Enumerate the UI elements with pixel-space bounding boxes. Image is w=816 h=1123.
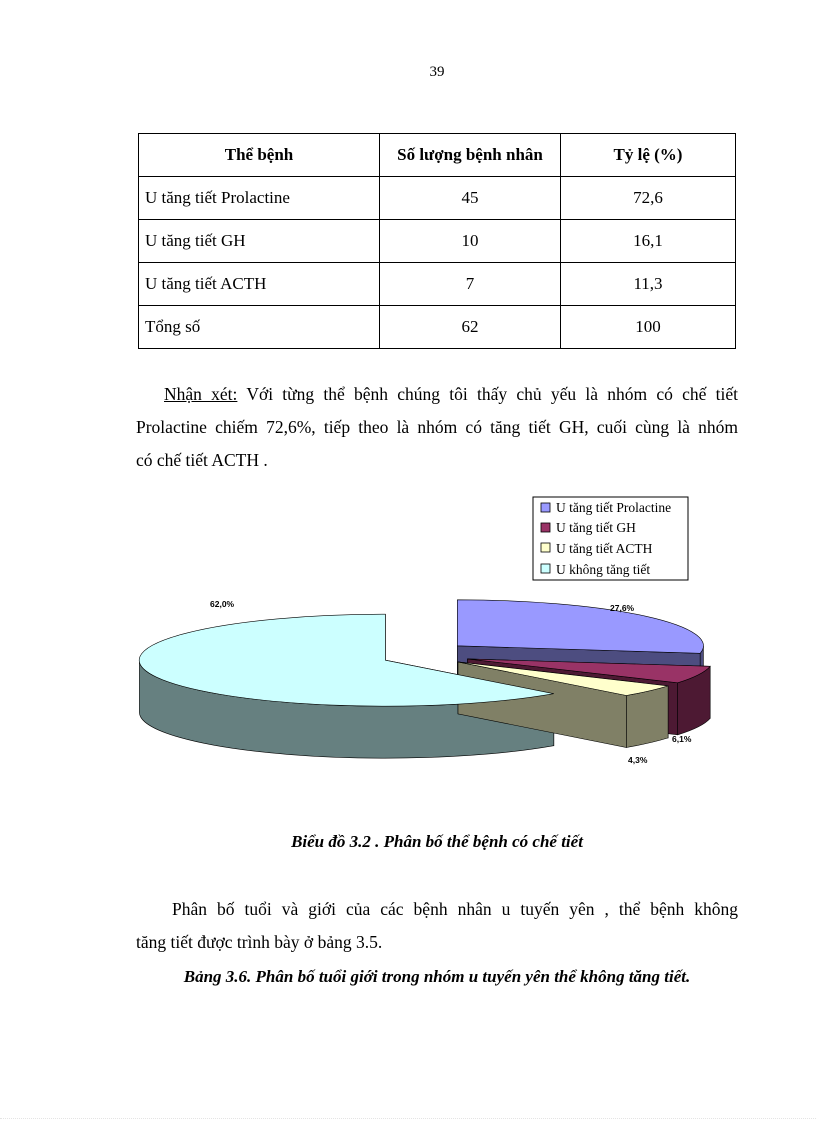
remark-line-3: có chế tiết ACTH . <box>136 450 268 470</box>
row-total-count: 62 <box>380 306 561 349</box>
row-prolactine-count: 45 <box>380 177 561 220</box>
remark-line-1-text: Với từng thể bệnh chúng tôi thấy chủ yếu là nhóm có chế tiết <box>237 384 738 404</box>
pie-side-acth-0 <box>626 686 668 748</box>
row-acth-count: 7 <box>380 263 561 306</box>
legend-swatch-acth <box>541 543 550 552</box>
header-disease-type: Thể bệnh <box>139 134 380 177</box>
row-acth-name: U tăng tiết ACTH <box>139 263 380 306</box>
legend-swatch-non-secreting <box>541 564 550 573</box>
legend-swatch-gh <box>541 523 550 532</box>
label-acth: 4,3% <box>628 755 648 765</box>
intro-paragraph <box>136 893 738 959</box>
row-gh-count: 10 <box>380 220 561 263</box>
row-acth-percent: 11,3 <box>561 263 736 306</box>
table-caption: Bảng 3.6. Phân bố tuổi giới trong nhóm u tuyến yên thể không tăng tiết. <box>183 967 691 986</box>
legend-label-gh: U tăng tiết GH <box>556 520 636 535</box>
legend-label-prolactine: U tăng tiết Prolactine <box>556 500 672 515</box>
row-prolactine-percent: 72,6 <box>561 177 736 220</box>
header-percentage: Tỷ lệ (%) <box>561 134 736 177</box>
chart-legend <box>533 497 688 580</box>
label-non-secreting: 62,0% <box>210 599 235 609</box>
intro-line-2: tăng tiết được trình bày ở bảng 3.5. <box>136 932 383 952</box>
label-gh: 6,1% <box>672 734 692 744</box>
row-total-name: Tổng số <box>139 306 380 349</box>
row-gh-name: U tăng tiết GH <box>139 220 380 263</box>
header-patient-count: Số lượng bệnh nhân <box>380 134 561 177</box>
pie-slice-prolactine <box>457 600 703 654</box>
legend-label-non-secreting: U không tăng tiết <box>556 562 651 577</box>
legend-swatch-prolactine <box>541 503 550 512</box>
label-prolactine: 27,6% <box>610 603 635 613</box>
page-number: 39 <box>429 64 445 80</box>
legend-label-acth: U tăng tiết ACTH <box>556 541 653 556</box>
row-prolactine-name: U tăng tiết Prolactine <box>139 177 380 220</box>
row-gh-percent: 16,1 <box>561 220 736 263</box>
row-total-percent: 100 <box>561 306 736 349</box>
chart-caption: Biểu đồ 3.2 . Phân bố thể bệnh có chế tiết <box>291 832 583 851</box>
page-bottom-rule <box>0 1118 816 1119</box>
remark-line-2: Prolactine chiếm 72,6%, tiếp theo là nhóm có tăng tiết GH, cuối cùng là nhóm <box>136 417 738 437</box>
intro-line-1: Phân bố tuổi và giới của các bệnh nhân u tuyến yên , thể bệnh không <box>172 899 738 919</box>
remark-label: Nhận xét: <box>164 384 238 404</box>
